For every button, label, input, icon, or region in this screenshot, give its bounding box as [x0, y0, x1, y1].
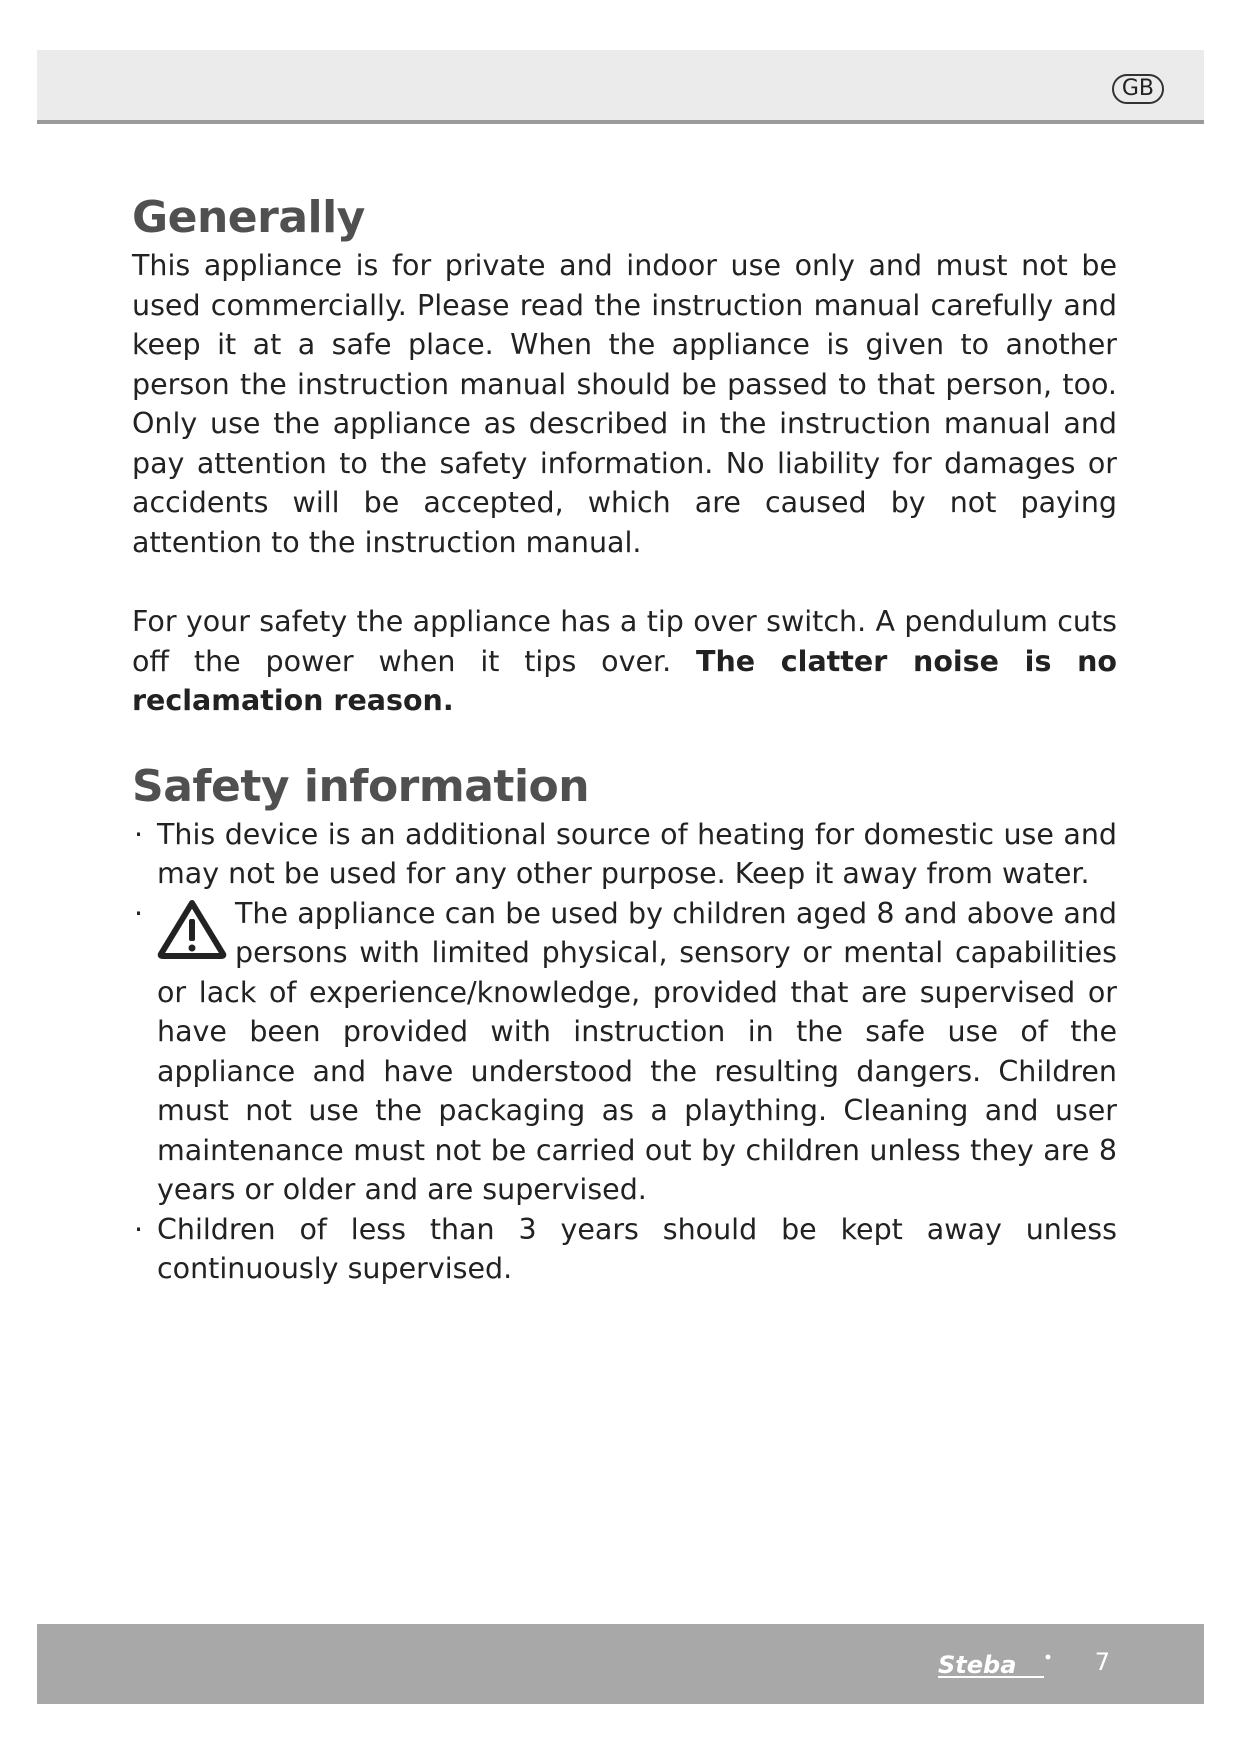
- list-item: [132, 815, 1117, 894]
- page-number: 7: [1094, 1648, 1110, 1676]
- general-paragraph-2: [132, 602, 1117, 721]
- general-paragraph-1: This appliance is for private and indoor use only and must not be used commercially. Please read the instruction manual carefully and keep it at a safe place. When the appliance is given to another person the instruction manual should be passed to that person, too. Only use the appliance as described in the instruction manual and pay attention to the safety information. No liability for damages or accidents will be accepted, which are caused by not paying attention to the instruction manual.: [132, 249, 1117, 559]
- page-content: [132, 190, 1117, 1289]
- bullet: ·: [134, 1212, 144, 1246]
- heading-generally: Generally: [132, 192, 365, 243]
- safety-item-text: The appliance can be used by children aged 8 and above and persons with limited physical, sensory or mental capabilities or lack of experience/knowledge, provided that are supervised or have been provided with instruction in the safe use of the appliance and have understood the resulting dangers. Children must not use the packaging as a plaything. Cleaning and user maintenance must not be carried out by children unless they are 8 years or older and are supervised.: [157, 896, 1117, 1206]
- footer-band: [37, 1624, 1204, 1704]
- safety-item-text: Children of less than 3 years should be kept away unless continuously supervised.: [157, 1212, 1117, 1285]
- list-item: [132, 894, 1117, 1210]
- steba-logo: [936, 1651, 1054, 1681]
- warning-triangle-icon: [157, 898, 227, 960]
- list-item: [132, 1210, 1117, 1289]
- clatter-notice: The clatter noise is no reclamation reason.: [132, 644, 1118, 717]
- safety-item-text: This device is an additional source of heating for domestic use and may not be used for any other purpose. Keep it away from water.: [157, 817, 1117, 890]
- tip-over-text: For your safety the appliance has a tip over switch. A pendulum cuts off the power when it tips over.: [132, 605, 1117, 678]
- language-badge: GB: [1112, 74, 1164, 104]
- heading-safety-information: Safety information: [132, 760, 590, 812]
- brand-logo-text: Steba: [938, 1651, 1017, 1679]
- header-band: [37, 50, 1204, 124]
- safety-list: [132, 815, 1117, 1289]
- bullet: ·: [134, 896, 144, 930]
- bullet: ·: [134, 817, 144, 851]
